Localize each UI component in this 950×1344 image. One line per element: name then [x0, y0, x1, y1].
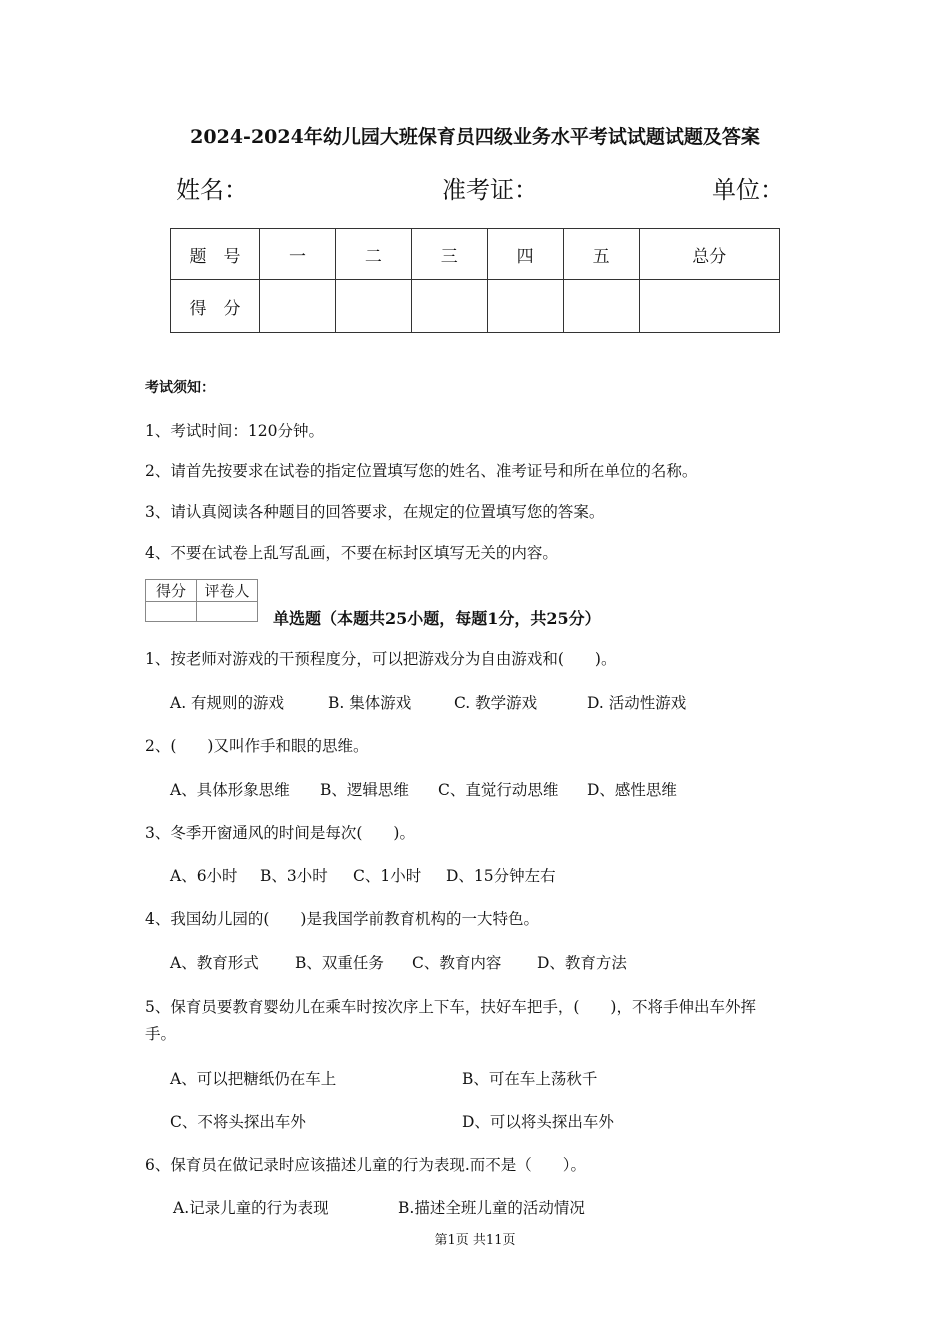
page-footer: 第1页 共11页	[434, 1233, 516, 1248]
question-option: B.描述全班儿童的活动情况	[398, 1199, 585, 1217]
grader-score-label: 得分	[146, 580, 197, 602]
question-option: C、1小时	[353, 867, 422, 885]
question-option: A、教育形式	[170, 954, 259, 972]
score-table-header-cell: 二	[335, 229, 411, 280]
score-cell[interactable]	[563, 280, 639, 333]
question-option: A、可以把糖纸仍在车上	[170, 1070, 337, 1088]
question-stem: 6、保育员在做记录时应该描述儿童的行为表现.而不是（ ）。	[145, 1156, 587, 1174]
grader-input-row	[146, 602, 258, 622]
name-field-label: 姓名：	[176, 176, 248, 204]
question-option: B、双重任务	[295, 954, 384, 972]
notice-item: 3、请认真阅读各种题目的回答要求，在规定的位置填写您的答案。	[145, 503, 605, 521]
unit-field-label: 单位：	[712, 176, 784, 204]
score-cell[interactable]	[335, 280, 411, 333]
question-stem: 4、我国幼儿园的( )是我国学前教育机构的一大特色。	[145, 910, 539, 928]
score-cell[interactable]	[411, 280, 487, 333]
question-option: C、直觉行动思维	[438, 781, 559, 799]
score-cell[interactable]	[639, 280, 779, 333]
question-stem: 1、按老师对游戏的干预程度分，可以把游戏分为自由游戏和( )。	[145, 650, 617, 668]
exam-title: 2024-2024年幼儿园大班保育员四级业务水平考试试题试题及答案	[190, 126, 760, 148]
question-option: B、可在车上荡秋千	[462, 1070, 598, 1088]
notice-item: 4、不要在试卷上乱写乱画，不要在标封区填写无关的内容。	[145, 544, 558, 562]
section-title: 单选题（本题共25小题，每题1分，共25分）	[273, 609, 601, 628]
question-option: B、3小时	[260, 867, 328, 885]
score-table-header-cell: 一	[260, 229, 336, 280]
score-cell[interactable]	[260, 280, 336, 333]
notice-item: 1、考试时间：120分钟。	[145, 422, 324, 440]
score-table	[170, 228, 780, 333]
score-table-header-row	[171, 229, 780, 280]
question-option: D、可以将头探出车外	[462, 1113, 614, 1131]
score-table-header-cell: 三	[411, 229, 487, 280]
score-table-header-cell: 四	[487, 229, 563, 280]
score-table-score-row	[171, 280, 780, 333]
question-option: D、15分钟左右	[446, 867, 556, 885]
question-option: B. 集体游戏	[328, 694, 412, 712]
score-row-label: 得 分	[171, 280, 260, 333]
question-stem: 3、冬季开窗通风的时间是每次( )。	[145, 824, 415, 842]
score-table-header-cell: 题 号	[171, 229, 260, 280]
grader-reviewer-label: 评卷人	[197, 580, 258, 602]
question-stem: 2、( )又叫作手和眼的思维。	[145, 737, 369, 755]
question-option: D. 活动性游戏	[587, 694, 687, 712]
question-option: C、不将头探出车外	[170, 1113, 306, 1131]
question-option: C. 教学游戏	[454, 694, 538, 712]
question-option: A.记录儿童的行为表现	[173, 1199, 329, 1217]
grader-header-row	[146, 580, 258, 602]
question-stem-continued: 手。	[145, 1025, 177, 1043]
notice-item: 2、请首先按要求在试卷的指定位置填写您的姓名、准考证号和所在单位的名称。	[145, 462, 698, 480]
question-option: D、感性思维	[587, 781, 677, 799]
question-option: A、具体形象思维	[170, 781, 290, 799]
question-option: A、6小时	[170, 867, 238, 885]
question-option: A. 有规则的游戏	[170, 694, 285, 712]
grader-score-cell[interactable]	[146, 602, 197, 622]
notice-heading: 考试须知：	[145, 380, 215, 396]
exam-number-field-label: 准考证：	[442, 176, 538, 204]
score-cell[interactable]	[487, 280, 563, 333]
question-option: D、教育方法	[537, 954, 627, 972]
question-stem: 5、保育员要教育婴幼儿在乘车时按次序上下车，扶好车把手，( )，不将手伸出车外挥	[145, 998, 756, 1016]
question-option: B、逻辑思维	[320, 781, 409, 799]
question-option: C、教育内容	[412, 954, 502, 972]
score-table-header-cell: 总分	[639, 229, 779, 280]
score-table-header-cell: 五	[563, 229, 639, 280]
grader-reviewer-cell[interactable]	[197, 602, 258, 622]
grader-box	[145, 579, 258, 622]
